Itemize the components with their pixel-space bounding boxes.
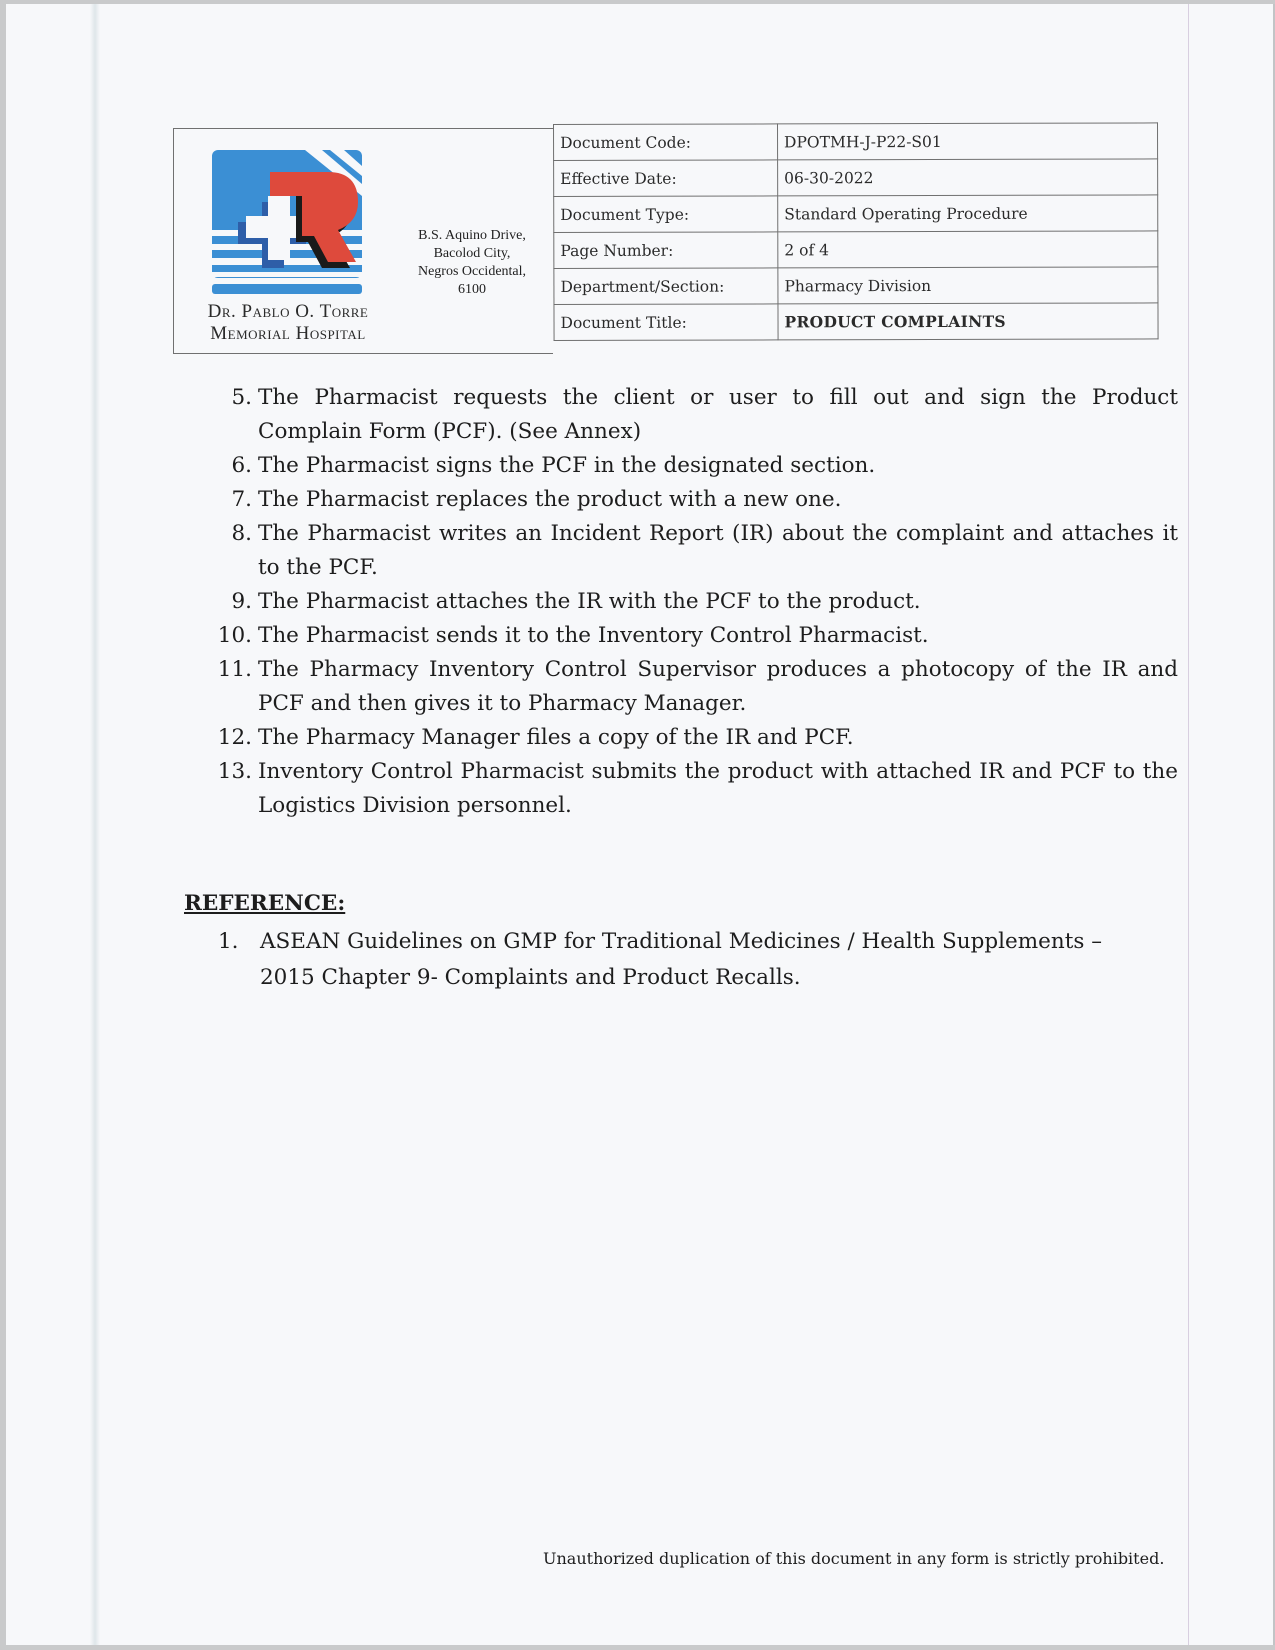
step-number: 12. [217,725,252,750]
step-number: 13. [217,759,252,784]
meta-label: Department/Section: [554,268,778,305]
step-text: The Pharmacy Manager files a copy of the IR and PCF. [258,725,854,750]
hospital-name-line2: Memorial Hospital [210,323,366,344]
address-line: 6100 [458,282,486,297]
meta-label: Page Number: [554,232,778,269]
footer-notice: Unauthorized duplication of this document in any form is strictly prohibited. [543,1549,1165,1568]
scan-fold-line [90,4,100,1645]
step-text-continued: to the PCF. [258,555,378,580]
step-text-continued: Logistics Division personnel. [258,793,572,818]
meta-row-effective-date [554,159,1158,197]
address-line: Negros Occidental, [417,264,527,279]
step-text: The Pharmacist writes an Incident Report (IR) about the complaint and attaches it [258,521,1178,546]
meta-value-effective-date: 06-30-2022 [778,159,1158,196]
meta-label: Document Code: [554,124,778,161]
list-item [212,653,1178,721]
meta-row-department [554,267,1158,305]
step-text: The Pharmacist signs the PCF in the designated section. [258,453,876,478]
step-number: 9. [231,589,252,614]
step-text: The Pharmacist replaces the product with a new one. [258,487,842,512]
step-number: 6. [231,453,252,478]
list-item [212,721,1178,755]
meta-value-document-title: PRODUCT COMPLAINTS [778,303,1158,340]
step-text: Inventory Control Pharmacist submits the product with attached IR and PCF to the [258,759,1178,784]
meta-value-department: Pharmacy Division [778,267,1158,304]
meta-label: Document Title: [554,304,778,341]
step-text-continued: Complain Form (PCF). (See Annex) [258,419,642,444]
meta-label: Document Type: [554,196,778,233]
meta-row-document-title [554,303,1158,341]
procedure-steps [212,381,1178,823]
list-item [212,449,1178,483]
scan-margin-line [1188,4,1189,1645]
list-item [218,924,1118,996]
list-item [212,381,1178,449]
step-number: 10. [217,623,252,648]
list-item [212,755,1178,823]
meta-row-document-code [554,123,1158,161]
step-text: The Pharmacy Inventory Control Supervisor produces a photocopy of the IR and [258,657,1178,682]
document-meta-table [553,122,1159,341]
meta-value-document-type: Standard Operating Procedure [778,195,1158,232]
hospital-logo [210,144,366,296]
reference-text-continued: 2015 Chapter 9- Complaints and Product Recalls. [260,965,801,990]
step-number: 8. [231,521,252,546]
meta-label: Effective Date: [554,160,778,197]
reference-list [218,924,1118,996]
hospital-name [174,301,402,345]
step-text: The Pharmacist requests the client or user to fill out and sign the Product [258,385,1178,410]
step-text: The Pharmacist attaches the IR with the PCF to the product. [258,589,921,614]
list-item [212,483,1178,517]
meta-value-page-number: 2 of 4 [778,231,1158,268]
address-line: B.S. Aquino Drive, [418,228,526,243]
list-item [212,585,1178,619]
list-item [212,619,1178,653]
list-item [212,517,1178,585]
reference-number: 1. [218,929,239,954]
meta-row-page-number [554,231,1158,269]
step-number: 5. [231,385,252,410]
hospital-address [402,227,542,299]
step-number: 11. [217,657,252,682]
address-line: Bacolod City, [433,246,511,261]
step-text: The Pharmacist sends it to the Inventory Control Pharmacist. [258,623,929,648]
document-header [173,128,553,354]
step-number: 7. [231,487,252,512]
hospital-name-line1: Dr. Pablo O. Torre [207,301,369,322]
meta-value-document-code: DPOTMH-J-P22-S01 [778,123,1158,160]
reference-text: ASEAN Guidelines on GMP for Traditional Medicines / Health Supplements – [260,929,1102,954]
reference-heading: REFERENCE: [184,891,346,916]
meta-row-document-type [554,195,1158,233]
step-text-continued: PCF and then gives it to Pharmacy Manager. [258,691,747,716]
